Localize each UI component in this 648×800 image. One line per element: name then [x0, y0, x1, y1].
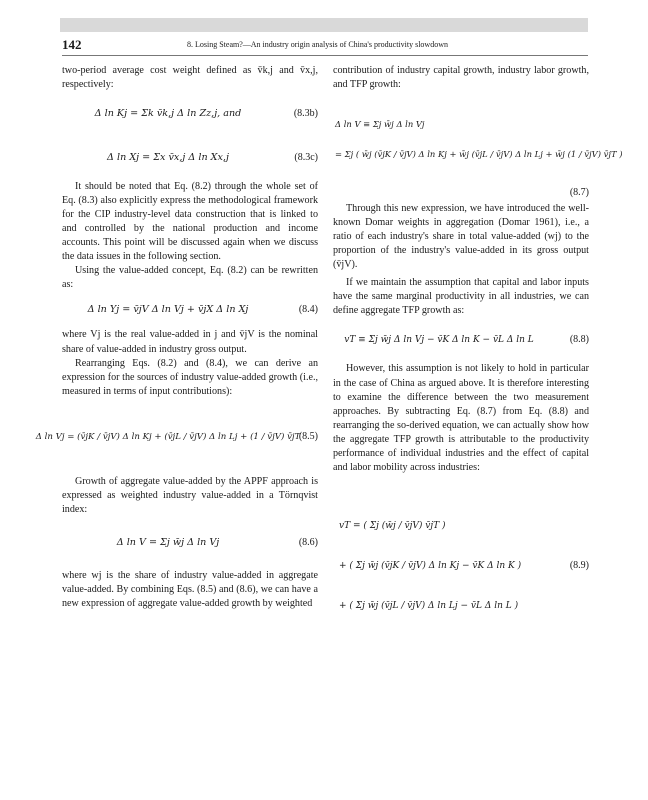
equation-math: Δ ln V = Σj w̄j Δ ln Vj — [116, 536, 220, 548]
paragraph: Growth of aggregate value-added by the APPF approach is expressed as weighted industry value-added in a Törnqvist index: — [62, 475, 318, 515]
paragraph: two-period average cost weight defined as v̄k,j and v̄x,j, respectively: — [62, 65, 318, 91]
equation-8-7 — [333, 92, 623, 186]
equation-math: Δ ln Vj = (v̄jK / v̄jV) Δ ln Kj + (v̄jL / v̄jV) Δ ln Lj + (1 / v̄jV) v̄jT — [35, 431, 301, 442]
equation-line: + ( Σj w̄j (v̄jK / v̄jV) Δ ln Kj − v̄K Δ ln K ) — [339, 560, 522, 571]
equation-math: Δ ln Xj = Σx v̄x,j Δ ln Xx,j — [107, 152, 229, 164]
equation-number: (8.3b) — [293, 108, 318, 120]
paragraph: where Vj is the real value-added in j and v̄jV is the nominal share of value-added in industry gross output. — [62, 329, 318, 355]
equation-line: = Σj ( w̄j (v̄jK / v̄jV) Δ ln Kj + w̄j (v̄jL / v̄jV) Δ ln Lj + w̄j (1 / v̄jV) v̄jT ) — [335, 149, 623, 160]
right-column — [333, 64, 623, 657]
equation-8-4 — [62, 292, 318, 328]
equation-8-3b — [62, 92, 318, 136]
running-head: 8. Losing Steam?—An industry origin analysis of China's productivity slowdown — [187, 40, 448, 49]
paragraph: Rearranging Eqs. (8.2) and (8.4), we can derive an expression for the sources of industry value-added growth (i.e., measured in terms of input contributions): — [62, 357, 318, 397]
equation-number: (8.5) — [298, 430, 318, 442]
equation-8-3c — [62, 136, 318, 180]
page-number: 142 — [62, 37, 82, 52]
equation-8-6 — [62, 517, 318, 569]
equation-number: (8.3c) — [294, 152, 318, 164]
equation-line: vT = ( Σj (w̄j / v̄jV) v̄jT ) — [339, 520, 446, 531]
equation-number: (8.4) — [298, 304, 318, 316]
equation-math — [333, 92, 623, 186]
equation-number: (8.9) — [569, 559, 589, 571]
page-header — [62, 37, 588, 56]
paragraph: Using the value-added concept, Eq. (8.2) can be rewritten as: — [62, 265, 318, 291]
left-column — [35, 64, 318, 611]
top-bar — [60, 18, 588, 32]
paragraph: It should be noted that Eq. (8.2) through the whole set of Eq. (8.3) also explicitly express the methodological framework for the CIP industry-level data construction that is linked to and controlled by the national production and income accounts. This point will be discussed again when we discuss the data issues in the following section. — [62, 181, 318, 263]
equation-number: (8.8) — [569, 334, 589, 346]
equation-8-8 — [333, 318, 589, 362]
equation-line: Δ ln V ≡ Σj w̄j Δ ln Vj — [335, 119, 425, 130]
paragraph: If we maintain the assumption that capital and labor inputs have the same marginal productivity in all industries, we can define aggregate TFP growth as: — [333, 277, 589, 317]
paragraph: Through this new expression, we have introduced the well-known Domar weights in aggregation (Domar 1961), i.e., a ratio of each industry's share in total value-added (wj) to the proportion of the industry's value-added in its gross output (v̄jV). — [333, 203, 589, 271]
equation-number: (8.6) — [298, 536, 318, 548]
equation-math: Δ ln Yj = v̄jV Δ ln Vj + v̄jX Δ ln Xj — [87, 304, 249, 316]
equation-8-9 — [333, 475, 589, 657]
equation-math: Δ ln Kj = Σk v̄k,j Δ ln Zz,j, and — [94, 108, 242, 120]
equation-line: + ( Σj w̄j (v̄jL / v̄jV) Δ ln Lj − v̄L Δ ln L ) — [339, 600, 519, 611]
paragraph: However, this assumption is not likely to hold in particular in the case of China as argued above. It is therefore interesting to examine the difference between the two measurement approaches. By subtracting Eq. (8.7) from Eq. (8.8) and rearranging the so-derived equation, we can actually show how the aggregate TFP growth is attributable to the productivity performance of individual industries and the effect of capital and labor mobility across industries: — [333, 363, 589, 473]
equation-math — [333, 475, 545, 657]
equation-8-5 — [35, 399, 318, 475]
equation-number: (8.7) — [569, 187, 589, 199]
paragraph: where wj is the share of industry value-added in aggregate value-added. By combining Eqs. (8.5) and (8.6), we can have a new expression of aggregate value-added growth by weighted — [62, 569, 318, 609]
paragraph: contribution of industry capital growth, industry labor growth, and TFP growth: — [333, 65, 589, 91]
equation-math: vT ≡ Σj w̄j Δ ln Vj − v̄K Δ ln K − v̄L Δ ln L — [344, 335, 534, 346]
